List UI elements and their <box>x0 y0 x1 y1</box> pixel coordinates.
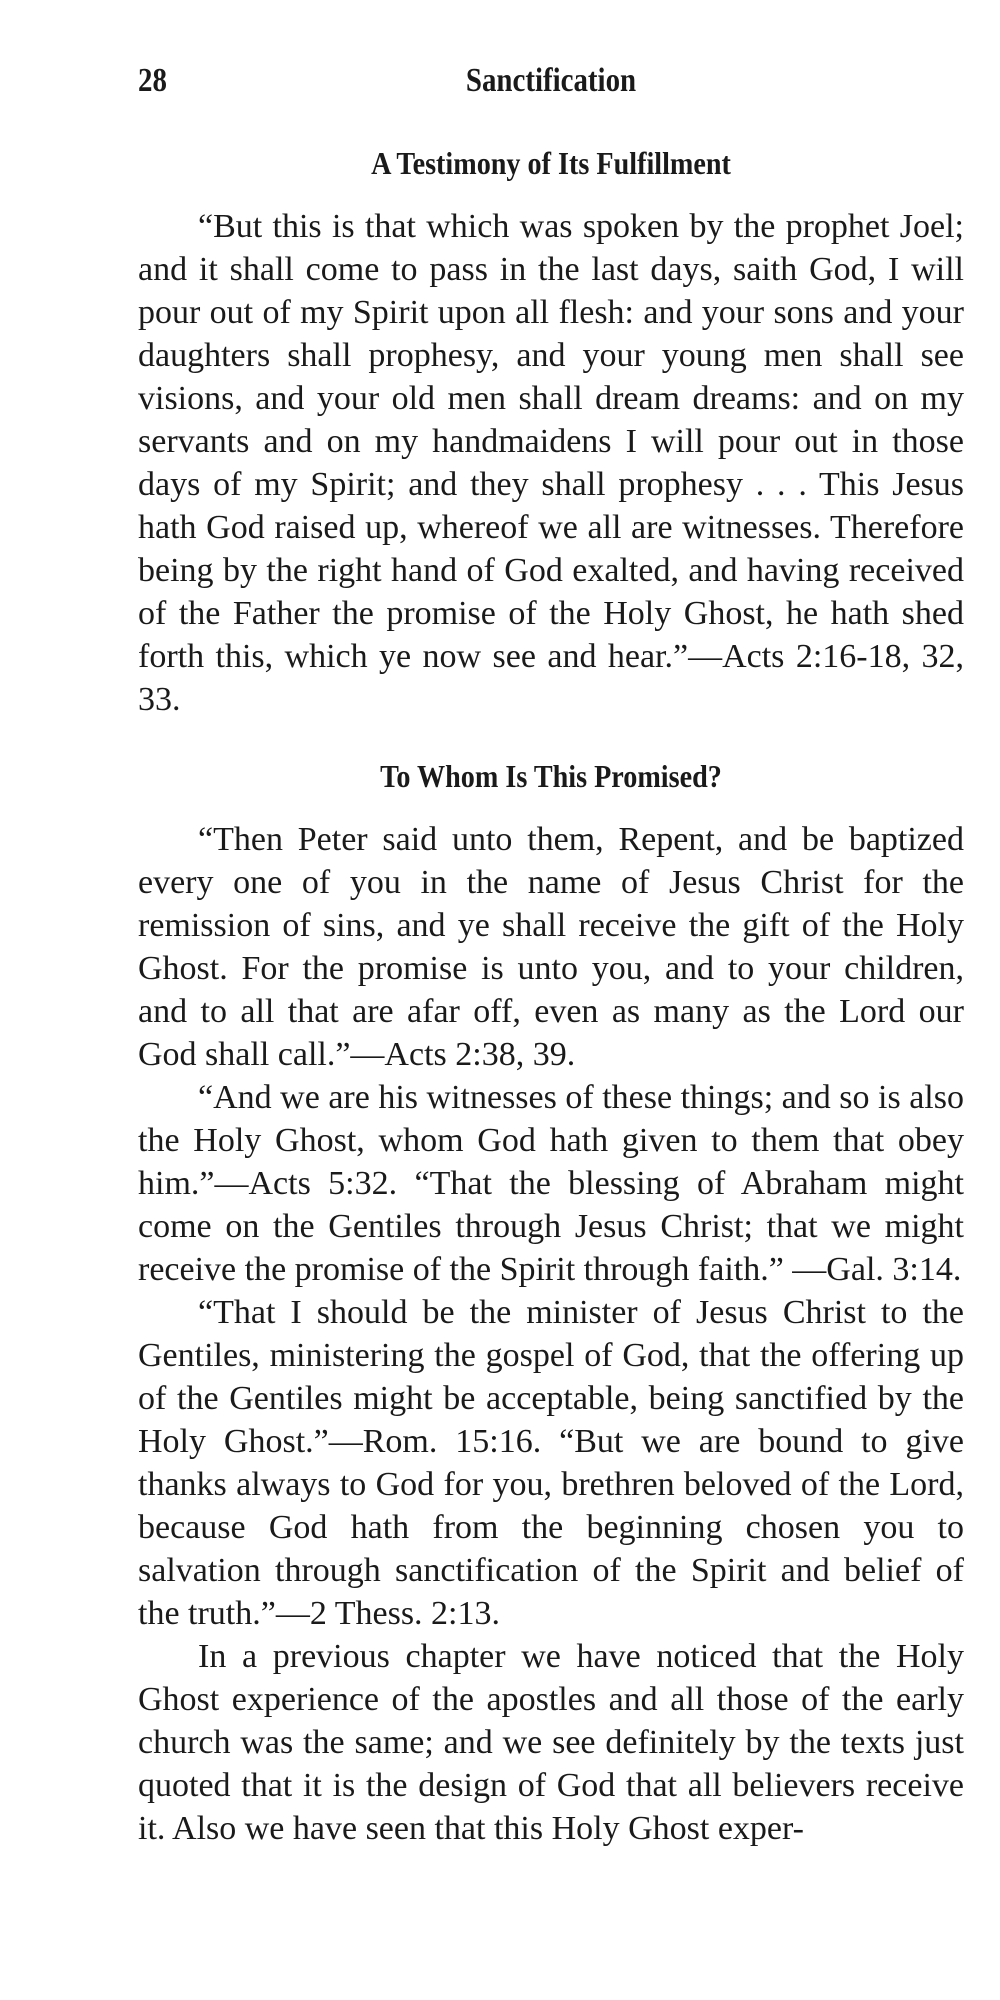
section-heading-to-whom: To Whom Is This Promised? <box>380 758 722 794</box>
running-head <box>138 62 964 122</box>
section-heading-testimony: A Testimony of Its Fulfillment <box>371 145 731 181</box>
running-title: Sanctification <box>465 62 637 99</box>
section-body-testimony <box>138 205 964 721</box>
paragraph: “Then Peter said unto them, Repent, and be baptized every one of you in the name of Jesus Christ for the remission of sins, and ye shall receive the gift of the Holy Ghost. For the promise is unto you, and to your children, and to all that are afar off, even as many as the Lord our God shall call.”—Acts 2:38, 39. <box>138 821 964 1073</box>
page-number: 28 <box>138 62 167 99</box>
paragraph: “That I should be the minister of Jesus Christ to the Gentiles, ministering the gospel of God, that the offering up of the Gentiles might be acceptable, being sanctified by the Holy Ghost.”—Rom. 15:16. “But we are bound to give thanks always to God for you, brethren beloved of the Lord, because God hath from the beginning chosen you to salvation through sanctification of the Spirit and belief of the truth.”—2 Thess. 2:13. <box>138 1294 964 1632</box>
paragraph: “But this is that which was spoken by the prophet Joel; and it shall come to pass in the last days, saith God, I will pour out of my Spirit upon all flesh: and your sons and your daughters shall prophesy, and your young men shall see visions, and your old men shall dream dreams: and on my servants and on my handmaidens I will pour out in those days of my Spirit; and they shall prophesy . . . This Jesus hath God raised up, whereof we all are witnesses. Therefore being by the right hand of God exalted, and having received of the Father the promise of the Holy Ghost, he hath shed forth this, which ye now see and hear.”—Acts 2:16-18, 32, 33. <box>138 208 964 718</box>
paragraph: In a previous chapter we have noticed that the Holy Ghost experience of the apostles and all those of the early church was the same; and we see definitely by the texts just quoted that it is the design of God that all believers receive it. Also we have seen that this Holy Ghost exper- <box>138 1638 964 1847</box>
section-body-to-whom <box>138 818 964 1850</box>
paragraph: “And we are his witnesses of these things; and so is also the Holy Ghost, whom God hath given to them that obey him.”—Acts 5:32. “That the blessing of Abraham might come on the Gentiles through Jesus Christ; that we might receive the promise of the Spirit through faith.” —Gal. 3:14. <box>138 1079 964 1288</box>
